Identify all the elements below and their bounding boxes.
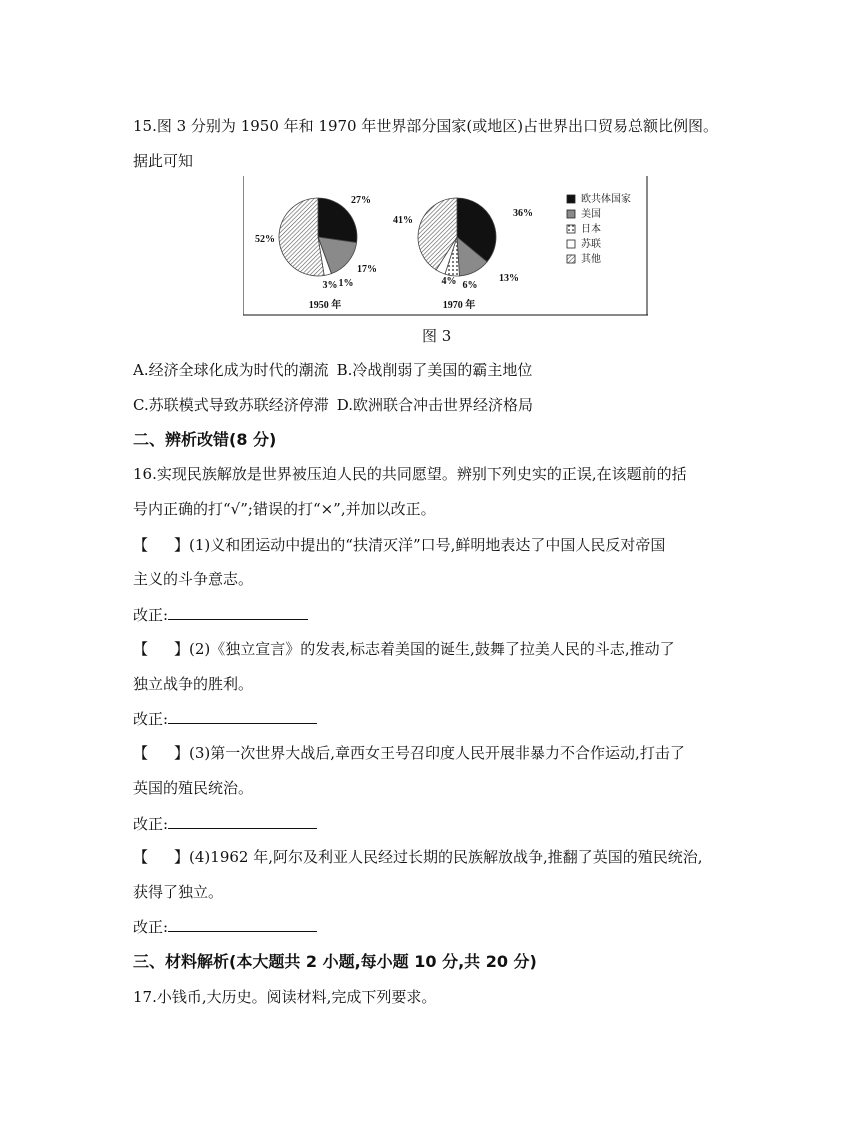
legend-swatch-4 [567, 255, 575, 263]
option-b: B.冷战削弱了美国的霸主地位 [336, 361, 533, 379]
pie-0-label-3: 3% [322, 280, 338, 291]
legend-swatch-1 [567, 210, 575, 218]
option-c: C.苏联模式导致苏联经济停滞 [133, 396, 329, 414]
item-4-line-2: 获得了独立。 [133, 883, 224, 901]
pie-0-label-0: 27% [351, 195, 371, 206]
item-3-line-1 [133, 743, 685, 763]
pie-1-label-2: 6% [462, 280, 478, 291]
section-3-heading: 三、材料解析(本大题共 2 小题,每小题 10 分,共 20 分) [133, 952, 537, 971]
section-2-heading: 二、辨析改错(8 分) [133, 430, 277, 449]
correction-1 [133, 604, 308, 625]
correction-blank-1[interactable] [168, 604, 308, 620]
bracket-open: 【 [133, 744, 149, 762]
pie-0-label-4: 52% [255, 234, 275, 245]
option-d: D.欧洲联合冲击世界经济格局 [336, 396, 533, 414]
legend-swatch-3 [567, 240, 575, 248]
legend-label-0: 欧共体国家 [581, 194, 631, 205]
correction-blank-2[interactable] [168, 708, 317, 724]
pie-0-slice-4 [279, 198, 324, 276]
pie-1-label-3: 4% [441, 276, 457, 287]
correction-label: 改正: [133, 918, 169, 936]
item-2-line-2: 独立战争的胜利。 [133, 675, 254, 693]
item-3-line-2: 英国的殖民统治。 [133, 779, 254, 797]
option-a: A.经济全球化成为时代的潮流 [133, 361, 329, 379]
item-1-line-1 [133, 535, 665, 555]
correction-blank-4[interactable] [168, 916, 317, 932]
pie-0-year-label: 1950 年 [308, 300, 342, 311]
pie-0-label-2: 1% [338, 278, 354, 289]
export-share-pie-figure [243, 176, 648, 316]
pie-1-label-0: 36% [513, 208, 533, 219]
pie-1-year-label: 1970 年 [442, 300, 476, 311]
legend-swatch-2 [567, 225, 575, 233]
legend-swatch-0 [567, 195, 575, 203]
options-row-1 [133, 360, 532, 380]
question-15-line-2: 据此可知 [133, 152, 194, 170]
bracket-open: 【 [133, 640, 149, 658]
item-1-text: (1)义和团运动中提出的“扶清灭洋”口号,鲜明地表达了中国人民反对帝国 [189, 536, 666, 554]
legend-label-3: 苏联 [581, 239, 601, 250]
pie-0-label-1: 17% [357, 264, 377, 275]
bracket-open: 【 [133, 848, 149, 866]
item-3-text: (3)第一次世界大战后,章西女王号召印度人民开展非暴力不合作运动,打击了 [189, 744, 685, 762]
bracket-close: 】 [174, 536, 190, 554]
item-4-line-1 [133, 847, 703, 867]
correction-blank-3[interactable] [168, 813, 317, 829]
legend-label-1: 美国 [581, 209, 601, 220]
bracket-close: 】 [174, 848, 190, 866]
correction-label: 改正: [133, 606, 169, 624]
legend-label-2: 日本 [581, 224, 601, 235]
question-16-intro-2: 号内正确的打“√”;错误的打“×”,并加以改正。 [133, 500, 436, 518]
item-4-text: (4)1962 年,阿尔及利亚人民经过长期的民族解放战争,推翻了英国的殖民统治, [189, 848, 703, 866]
correction-3 [133, 813, 317, 834]
item-2-line-1 [133, 639, 675, 659]
pie-1-label-1: 13% [499, 273, 519, 284]
pie-1-label-4: 41% [393, 215, 413, 226]
bracket-close: 】 [174, 640, 190, 658]
figure-caption: 图 3 [422, 327, 452, 345]
pie-charts-svg [243, 176, 648, 316]
correction-4 [133, 916, 317, 937]
question-15-line-1: 15.图 3 分别为 1950 年和 1970 年世界部分国家(或地区)占世界出口贸易总额比例图。 [133, 117, 719, 135]
item-2-text: (2)《独立宣言》的发表,标志着美国的诞生,鼓舞了拉美人民的斗志,推动了 [189, 640, 675, 658]
bracket-open: 【 [133, 536, 149, 554]
options-row-2 [133, 395, 533, 415]
correction-label: 改正: [133, 815, 169, 833]
question-16-intro-1: 16.实现民族解放是世界被压迫人民的共同愿望。辨别下列史实的正误,在该题前的括 [133, 465, 687, 483]
correction-label: 改正: [133, 710, 169, 728]
legend-label-4: 其他 [581, 254, 601, 265]
bracket-close: 】 [174, 744, 190, 762]
correction-2 [133, 708, 317, 729]
item-1-line-2: 主义的斗争意志。 [133, 570, 254, 588]
question-17: 17.小钱币,大历史。阅读材料,完成下列要求。 [133, 988, 437, 1006]
